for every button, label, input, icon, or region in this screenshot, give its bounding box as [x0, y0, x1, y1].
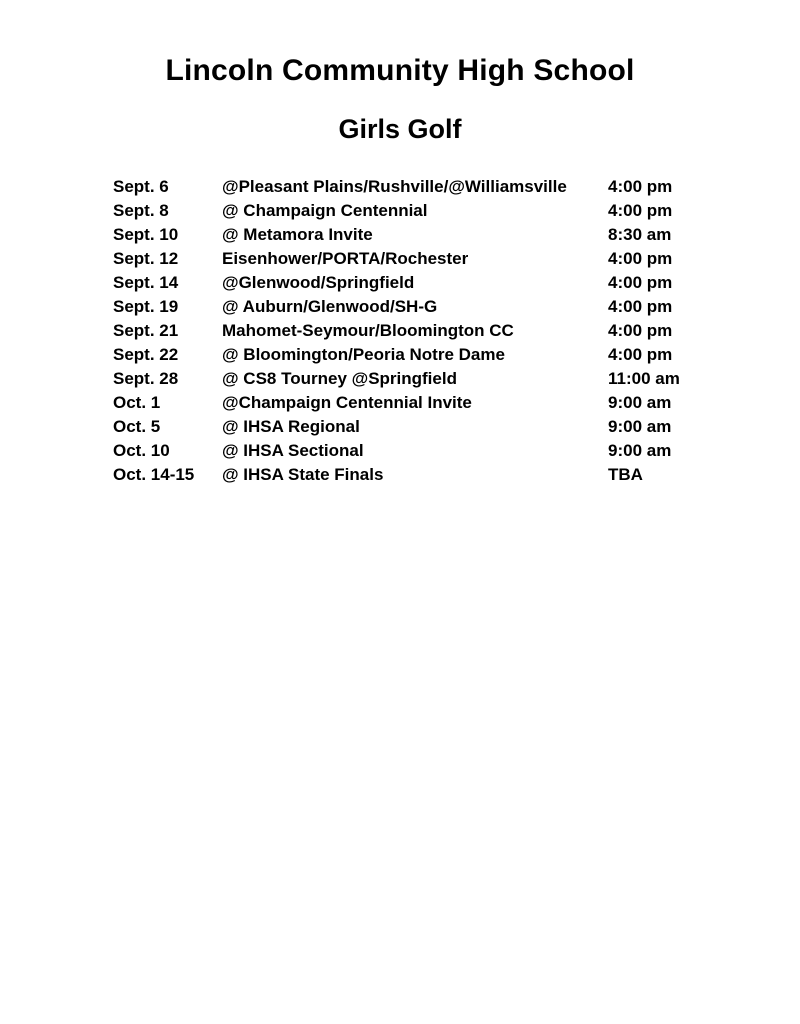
- schedule-time: 11:00 am: [608, 369, 680, 388]
- schedule-event: @ IHSA State Finals: [222, 465, 384, 484]
- schedule-event: @ Auburn/Glenwood/SH-G: [222, 297, 438, 316]
- schedule-row: [113, 343, 800, 367]
- schedule-event: @Pleasant Plains/Rushville/@Williamsville: [222, 177, 567, 196]
- schedule-row: [113, 367, 800, 391]
- schedule-date: Sept. 6: [113, 177, 169, 196]
- schedule-time: 4:00 pm: [608, 297, 673, 316]
- schedule-time: 4:00 pm: [608, 249, 673, 268]
- schedule-date: Oct. 14-15: [113, 465, 195, 484]
- schedule-row: [113, 319, 800, 343]
- schedule-event: @ Champaign Centennial: [222, 201, 428, 220]
- schedule-date: Sept. 19: [113, 297, 179, 316]
- schedule-row: [113, 439, 800, 463]
- schedule-time: 4:00 pm: [608, 321, 673, 340]
- schedule-row: [113, 391, 800, 415]
- schedule-time: 4:00 pm: [608, 201, 673, 220]
- schedule-time: 9:00 am: [608, 417, 672, 436]
- schedule-date: Oct. 5: [113, 417, 161, 436]
- schedule-row: [113, 223, 800, 247]
- schedule-event: @ IHSA Sectional: [222, 441, 364, 460]
- schedule-event: @ IHSA Regional: [222, 417, 360, 436]
- page-title: Lincoln Community High School: [165, 54, 635, 87]
- schedule-date: Sept. 12: [113, 249, 179, 268]
- schedule-table: [113, 175, 800, 487]
- schedule-date: Oct. 10: [113, 441, 170, 460]
- schedule-time: 8:30 am: [608, 225, 672, 244]
- schedule-row: [113, 271, 800, 295]
- schedule-row: [113, 247, 800, 271]
- schedule-date: Sept. 14: [113, 273, 179, 292]
- schedule-row: [113, 175, 800, 199]
- schedule-time: TBA: [608, 465, 643, 484]
- schedule-event: Eisenhower/PORTA/Rochester: [222, 249, 469, 268]
- schedule-date: Sept. 10: [113, 225, 179, 244]
- schedule-event: @ Metamora Invite: [222, 225, 373, 244]
- schedule-time: 4:00 pm: [608, 345, 673, 364]
- schedule-time: 9:00 am: [608, 441, 672, 460]
- schedule-time: 4:00 pm: [608, 177, 673, 196]
- schedule-time: 9:00 am: [608, 393, 672, 412]
- schedule-date: Sept. 28: [113, 369, 179, 388]
- schedule-date: Oct. 1: [113, 393, 161, 412]
- schedule-row: [113, 295, 800, 319]
- schedule-time: 4:00 pm: [608, 273, 673, 292]
- schedule-date: Sept. 21: [113, 321, 179, 340]
- schedule-event: @ CS8 Tourney @Springfield: [222, 369, 457, 388]
- schedule-event: @Glenwood/Springfield: [222, 273, 415, 292]
- schedule-date: Sept. 8: [113, 201, 169, 220]
- schedule-date: Sept. 22: [113, 345, 179, 364]
- schedule-row: [113, 199, 800, 223]
- schedule-event: Mahomet-Seymour/Bloomington CC: [222, 321, 514, 340]
- schedule-row: [113, 415, 800, 439]
- schedule-event: @ Bloomington/Peoria Notre Dame: [222, 345, 505, 364]
- schedule-event: @Champaign Centennial Invite: [222, 393, 472, 412]
- page-subtitle: Girls Golf: [338, 114, 462, 144]
- schedule-row: [113, 463, 800, 487]
